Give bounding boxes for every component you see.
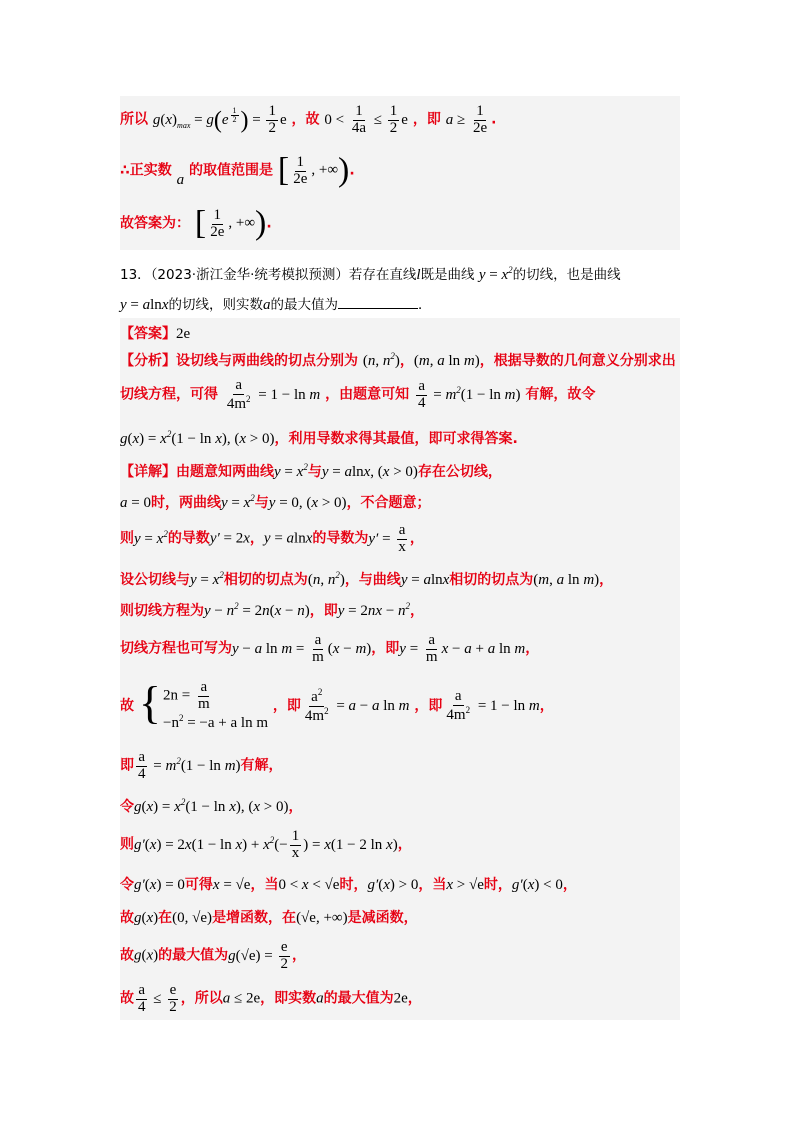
prev-line-2: ∴正实数 a 的取值范围是 [ $\frac{1}{2e}$ , +∞). [120,152,355,189]
detail-line-14: 故 $\frac{a}{4}$ ≤ $\frac{e}{2}$ ，所以a ≤ 2e，即实数a的最大值为2e， [120,982,422,1015]
detail-line-5: 则切线方程为$y - n^2 = 2n(x - n)$，即$y = 2nx - n^2$， [120,601,425,619]
question-13-line-1: 13．（2023·浙江金华·统考模拟预测）若存在直线l既是曲线 $y = x^2$的切线，也是曲线 [120,265,621,283]
detail-line-11: 令g′(x) = 0可得x = √e，当0 < x < √e时，g′(x) > 0，当x > √e时，g′(x) < 0， [120,877,577,893]
detail-line-10: 则$g'(x) = 2x(1 - \ln x) + x^2(-$ $\frac{1}{x}$ ) = x(1 − 2 ln x)， [120,828,412,861]
detail-line-8: 即 $\frac{a}{4}$ = $m^2(1 - \ln m)$有解， [120,749,283,782]
answer-blank [338,307,418,309]
answer-line: 【答案】2e [120,326,191,342]
analysis-line-1: 【分析】设切线与两曲线的切点分别为 (n, $n^2$)，(m, a ln m)，根据导数的几何意义分别求出 [120,351,676,369]
detail-line-1: 【详解】由题意知两曲线$y = x^2$与y = alnx, (x > 0)存在公切线， [120,462,502,480]
detail-line-7: 故 { 2n = $\frac{a}{m}$ $-n^2 = -a + a$ ln m ，即 $\frac{a^2}{4m^2}$ = a − a ln m ，即 $\frac{a}{4m^2}$ = 1 − ln m， [120,677,554,731]
detail-line-3: 则$y = x^2$的导数y′ = 2x，y = alnx的导数为y′ = $\frac{a}{x}$ ， [120,522,424,555]
analysis-line-3: $g(x) = x^2(1 - \ln x)$, (x > 0)，利用导数求得其最值，即可求得答案. [120,429,518,447]
prev-line-3: 故答案为： [ $\frac{1}{2e}$ , +∞). [120,205,272,242]
detail-line-4: 设公切线与$y = x^2$相切的切点为(n, $n^2$)，与曲线y = alnx相切的切点为(m, a ln m)， [120,570,614,588]
detail-line-13: 故g(x)的最大值为g(√e) = $\frac{e}{2}$ ， [120,939,307,972]
detail-line-12: 故g(x)在(0, √e)是增函数，在(√e, +∞)是减函数， [120,910,418,926]
analysis-line-2: 切线方程，可得 $\frac{a}{4m^2}$ = 1 − ln m ，由题意可知 $\frac{a}{4}$ = $m^2(1 - \ln m)$ 有解，故令 [120,377,596,412]
prev-line-1: 所以 $g(x)_{max} = g(e$ $^{\frac{1}{2}}$ ) = $\frac{1}{2}$ e ，故 0 < $\frac{1}{4a}$ ≤ $\frac{1}{2}$ e ，即 a ≥ $\frac{1}{2e}$ . [120,103,497,136]
question-13-line-2: y = alnx的切线，则实数a的最大值为 ． [120,297,432,313]
detail-line-2: a = 0时，两曲线$y = x^2$与y = 0, (x > 0)，不合题意； [120,493,431,511]
detail-line-6: 切线方程也可写为y − a ln m = $\frac{a}{m}$ (x − m)，即y = $\frac{a}{m}$ x − a + a ln m， [120,632,540,665]
detail-line-9: 令$g(x) = x^2(1 - \ln x)$, (x > 0)， [120,797,303,815]
